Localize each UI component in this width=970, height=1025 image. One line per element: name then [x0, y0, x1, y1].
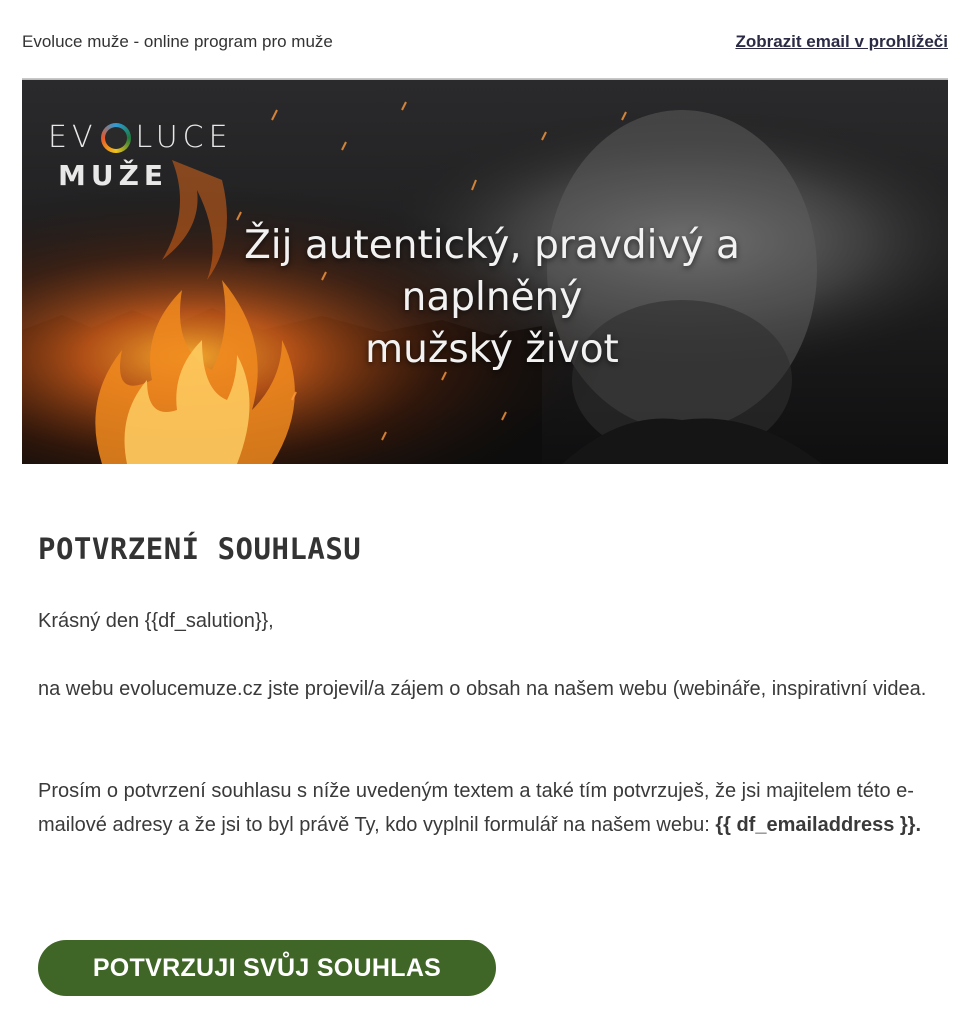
preheader-bar: [22, 30, 948, 54]
evoluce-muze-logo: [48, 120, 233, 192]
logo-wordmark-bottom: MUŽE: [58, 159, 169, 192]
intro-paragraph: na webu evolucemuze.cz jste projevil/a zájem o obsah na našem webu (webináře, inspirativní videa.: [38, 678, 927, 700]
greeting-text: Krásný den {{df_salution}},: [38, 610, 274, 632]
logo-ring-icon: [101, 123, 131, 153]
preheader-text: Evoluce muže - online program pro muže: [22, 32, 333, 51]
page-title: POTVRZENÍ SOUHLASU: [38, 532, 362, 566]
hero-headline-line1: Žij autentický, pravdivý a naplněný: [244, 223, 740, 320]
hero-banner: [22, 80, 948, 464]
logo-wordmark-top: [48, 120, 233, 155]
consent-paragraph-text: Prosím o potvrzení souhlasu s níže uvedeným textem a také tím potvrzuješ, že jsi majitelem této e-mailové adresy a že jsi to byl právě Ty, kdo vyplnil formulář na našem webu:: [38, 780, 914, 836]
email-address-placeholder: {{ df_emailaddress }}.: [715, 814, 921, 836]
logo-text-right: LUCE: [135, 120, 233, 155]
email-body: [38, 520, 938, 836]
view-in-browser-link[interactable]: Zobrazit email v prohlížeči: [735, 32, 948, 51]
logo-text-left: EV: [48, 120, 98, 155]
consent-paragraph: [38, 774, 938, 842]
confirm-consent-button[interactable]: POTVRZUJI SVŮJ SOUHLAS: [38, 940, 496, 996]
hero-headline: [152, 220, 832, 376]
hero-headline-line2: mužský život: [365, 327, 619, 372]
